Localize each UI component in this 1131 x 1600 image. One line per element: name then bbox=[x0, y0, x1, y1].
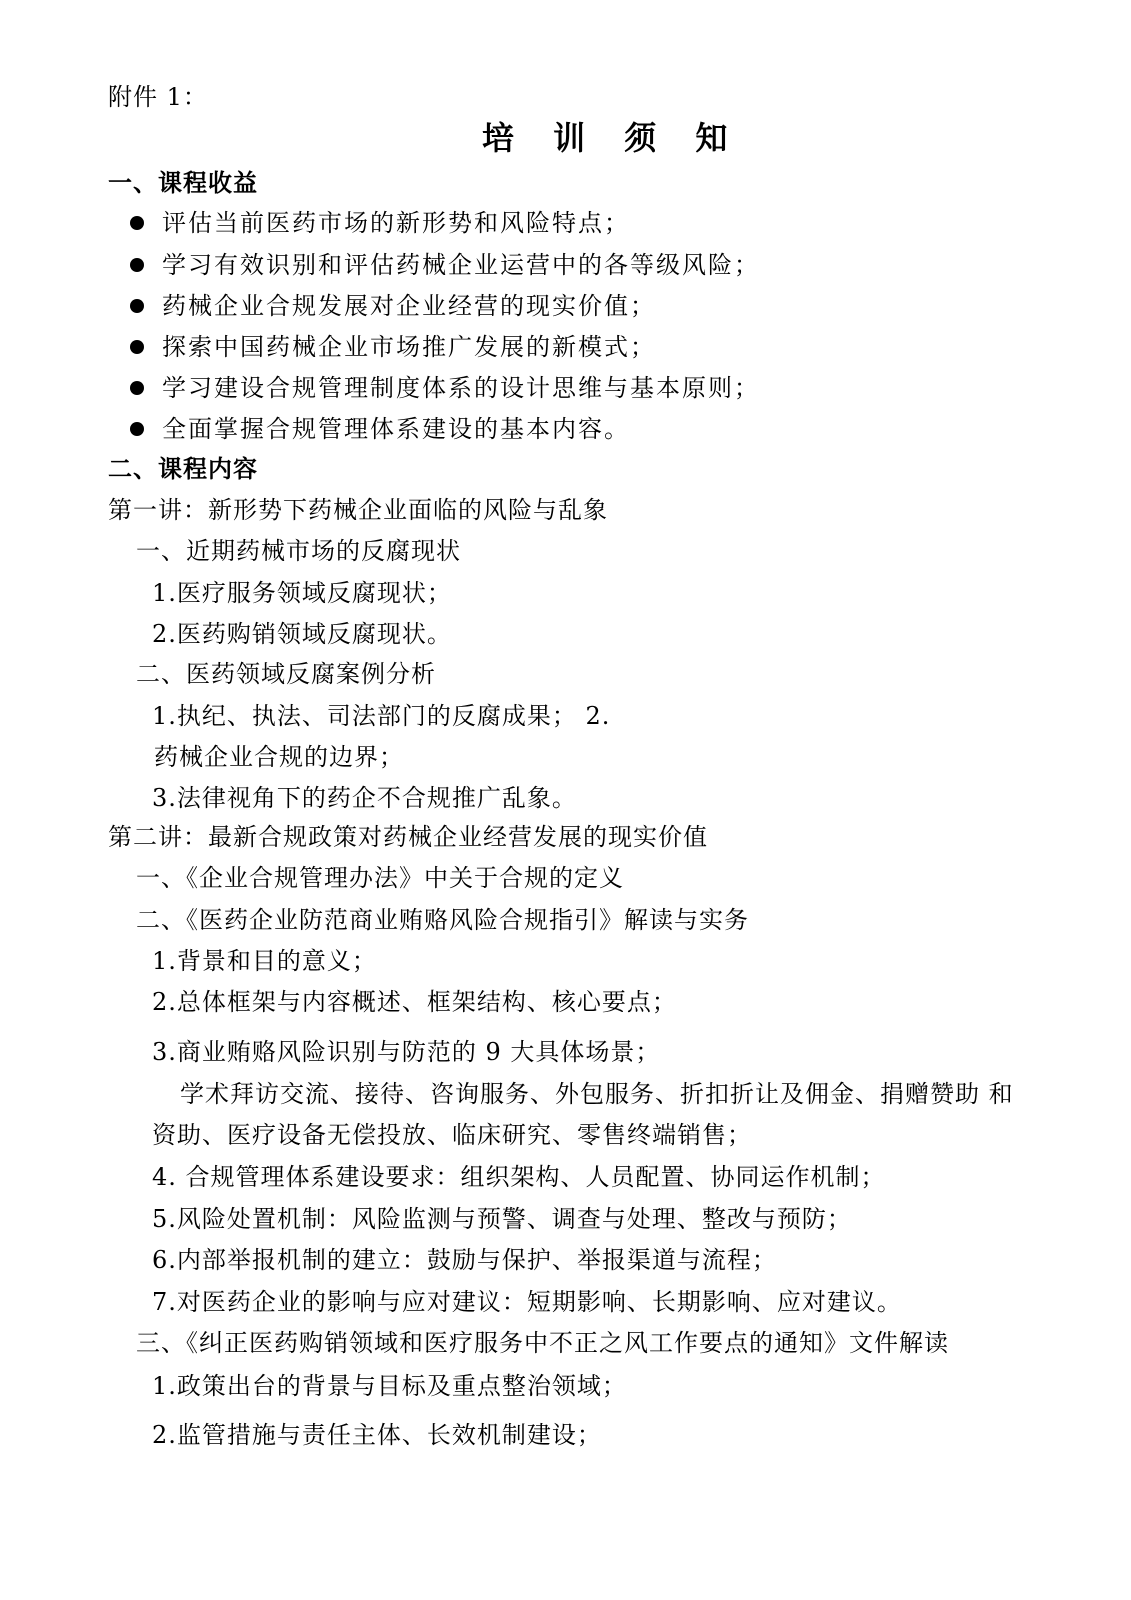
lecture2-sub1-title: 一、《企业合规管理办法》中关于合规的定义 bbox=[136, 864, 624, 892]
list-item: 2.医药购销领域反腐现状。 bbox=[152, 620, 452, 648]
lecture2-sub2-title: 二、《医药企业防范商业贿赂风险合规指引》解读与实务 bbox=[136, 906, 749, 934]
lecture1-sub1-title: 一、近期药械市场的反腐现状 bbox=[136, 537, 461, 565]
bullet-icon bbox=[130, 381, 144, 395]
lecture1-sub2-title: 二、医药领域反腐案例分析 bbox=[136, 660, 436, 688]
list-item: 探索中国药械企业市场推广发展的新模式； bbox=[162, 333, 656, 361]
list-item: 学习建设合规管理制度体系的设计思维与基本原则； bbox=[162, 374, 760, 402]
list-item: 全面掌握合规管理体系建设的基本内容。 bbox=[162, 415, 630, 443]
lecture2-title: 第二讲：最新合规政策对药械企业经营发展的现实价值 bbox=[108, 823, 708, 851]
list-item: 药械企业合规的边界； bbox=[154, 743, 404, 771]
section1-heading: 一、课程收益 bbox=[108, 169, 258, 197]
list-item: 资助、医疗设备无偿投放、临床研究、零售终端销售； bbox=[152, 1121, 752, 1149]
list-item: 2.监管措施与责任主体、长效机制建设； bbox=[152, 1421, 602, 1449]
list-item: 1.政策出台的背景与目标及重点整治领域； bbox=[152, 1372, 627, 1400]
list-item: 学习有效识别和评估药械企业运营中的各等级风险； bbox=[162, 251, 760, 279]
list-item: 学术拜访交流、接待、咨询服务、外包服务、折扣折让及佣金、捐赠赞助 和 bbox=[180, 1080, 1014, 1108]
bullet-icon bbox=[130, 258, 144, 272]
attachment-label: 附件 1： bbox=[108, 83, 208, 111]
lecture2-sub3-title: 三、《纠正医药购销领域和医疗服务中不正之风工作要点的通知》文件解读 bbox=[136, 1329, 949, 1357]
list-item: 4. 合规管理体系建设要求：组织架构、人员配置、协同运作机制； bbox=[152, 1163, 886, 1191]
list-item: 6.内部举报机制的建立：鼓励与保护、举报渠道与流程； bbox=[152, 1246, 777, 1274]
section2-heading: 二、课程内容 bbox=[108, 455, 258, 483]
list-item: 1.医疗服务领域反腐现状； bbox=[152, 579, 452, 607]
list-item: 评估当前医药市场的新形势和风险特点； bbox=[162, 209, 630, 237]
list-item: 3.商业贿赂风险识别与防范的 9 大具体场景； bbox=[152, 1038, 661, 1066]
list-item: 3.法律视角下的药企不合规推广乱象。 bbox=[152, 784, 577, 812]
bullet-icon bbox=[130, 340, 144, 354]
list-item: 1.执纪、执法、司法部门的反腐成果； 2. bbox=[152, 702, 611, 730]
page-title: 培 训 须 知 bbox=[482, 119, 742, 157]
list-item: 药械企业合规发展对企业经营的现实价值； bbox=[162, 292, 656, 320]
bullet-icon bbox=[130, 422, 144, 436]
lecture1-title: 第一讲：新形势下药械企业面临的风险与乱象 bbox=[108, 496, 608, 524]
list-item: 5.风险处置机制：风险监测与预警、调查与处理、整改与预防； bbox=[152, 1205, 852, 1233]
list-item: 2.总体框架与内容概述、框架结构、核心要点； bbox=[152, 988, 677, 1016]
bullet-icon bbox=[130, 216, 144, 230]
list-item: 1.背景和目的意义； bbox=[152, 947, 377, 975]
bullet-icon bbox=[130, 299, 144, 313]
list-item: 7.对医药企业的影响与应对建议：短期影响、长期影响、应对建议。 bbox=[152, 1288, 902, 1316]
